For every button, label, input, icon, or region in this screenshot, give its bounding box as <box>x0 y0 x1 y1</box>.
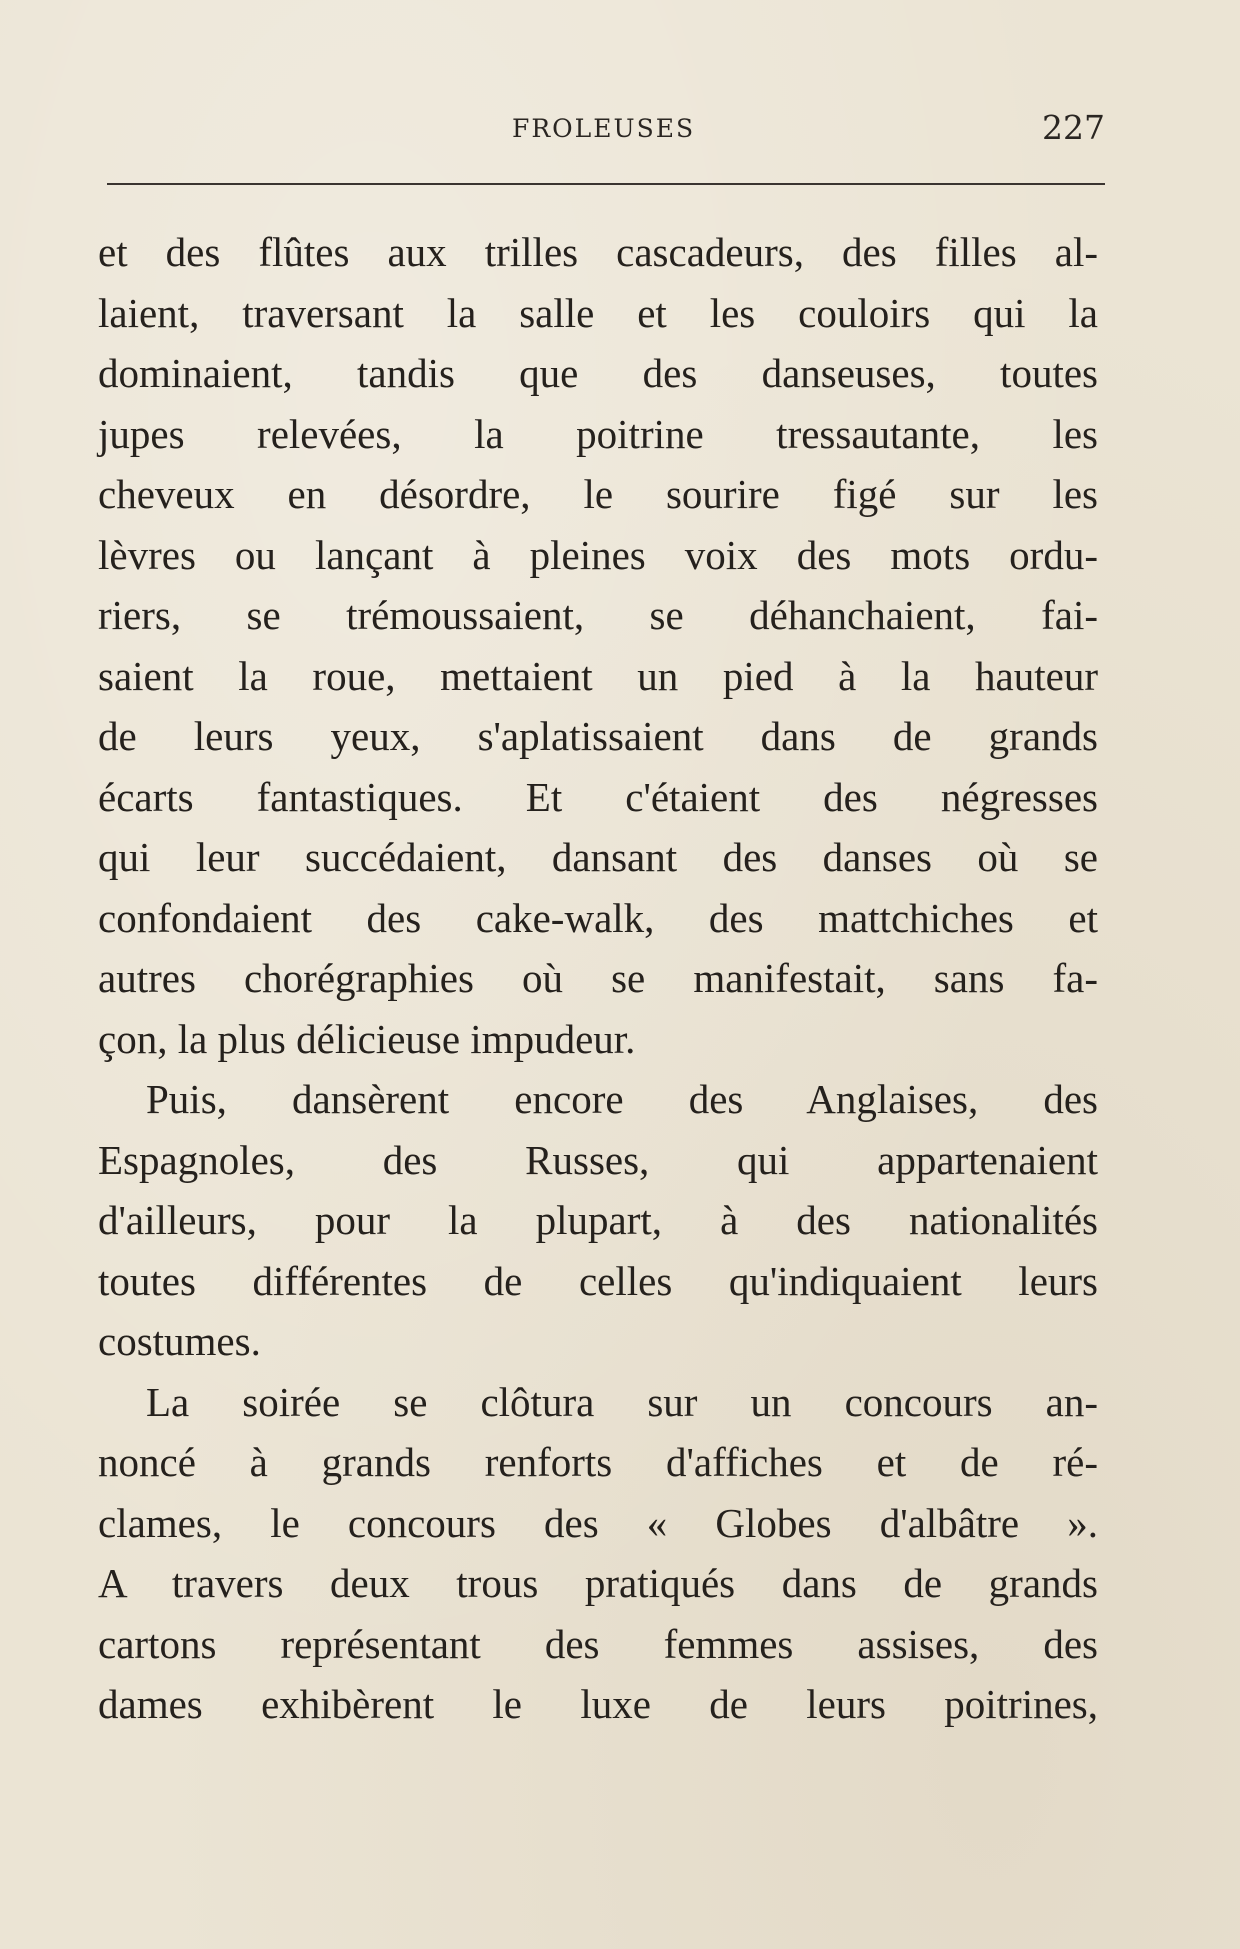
header-rule <box>107 183 1105 185</box>
page-number: 227 <box>1042 108 1105 147</box>
text-line: A travers deux trous pratiqués dans de grands <box>98 1560 1098 1606</box>
text-line: toutes différentes de celles qu'indiquaient leurs <box>98 1257 1098 1304</box>
text-line: cartons représentant des femmes assises, des <box>98 1620 1098 1667</box>
text-line: autres chorégraphies où se manifestait, sans fa- <box>98 955 1098 1001</box>
text-line: jupes relevées, la poitrine tressautante, les <box>98 410 1098 457</box>
text-line: écarts fantastiques. Et c'étaient des négresses <box>98 773 1098 820</box>
text-line: dames exhibèrent le luxe de leurs poitrines, <box>98 1681 1098 1727</box>
running-title: FROLEUSES <box>512 114 696 143</box>
text-line: clames, le concours des « Globes d'albâtre ». <box>98 1499 1098 1546</box>
text-line: cheveux en désordre, le sourire figé sur les <box>98 471 1098 517</box>
text-line: lèvres ou lançant à pleines voix des mots ordu- <box>98 531 1098 578</box>
text-line: d'ailleurs, pour la plupart, à des nationalités <box>98 1197 1098 1243</box>
text-line: de leurs yeux, s'aplatissaient dans de grands <box>98 713 1098 759</box>
running-head <box>107 108 1105 158</box>
text-line: costumes. <box>98 1318 261 1364</box>
text-line: riers, se trémoussaient, se déhanchaient, fai- <box>98 592 1098 638</box>
body-text <box>98 222 1098 1735</box>
text-line: çon, la plus délicieuse impudeur. <box>98 1015 636 1062</box>
text-line: noncé à grands renforts d'affiches et de ré- <box>98 1439 1098 1485</box>
text-line: qui leur succédaient, dansant des danses où se <box>98 834 1098 880</box>
text-line: confondaient des cake-walk, des mattchiches et <box>98 894 1098 941</box>
text-line: saient la roue, mettaient un pied à la hauteur <box>98 652 1098 699</box>
text-line: Puis, dansèrent encore des Anglaises, des <box>146 1076 1098 1122</box>
text-line: laient, traversant la salle et les couloirs qui la <box>98 289 1098 336</box>
text-line: La soirée se clôtura sur un concours an- <box>146 1378 1098 1425</box>
text-line: et des flûtes aux trilles cascadeurs, des filles al- <box>98 229 1098 275</box>
text-line: Espagnoles, des Russes, qui appartenaient <box>98 1136 1098 1183</box>
text-line: dominaient, tandis que des danseuses, toutes <box>98 350 1098 396</box>
